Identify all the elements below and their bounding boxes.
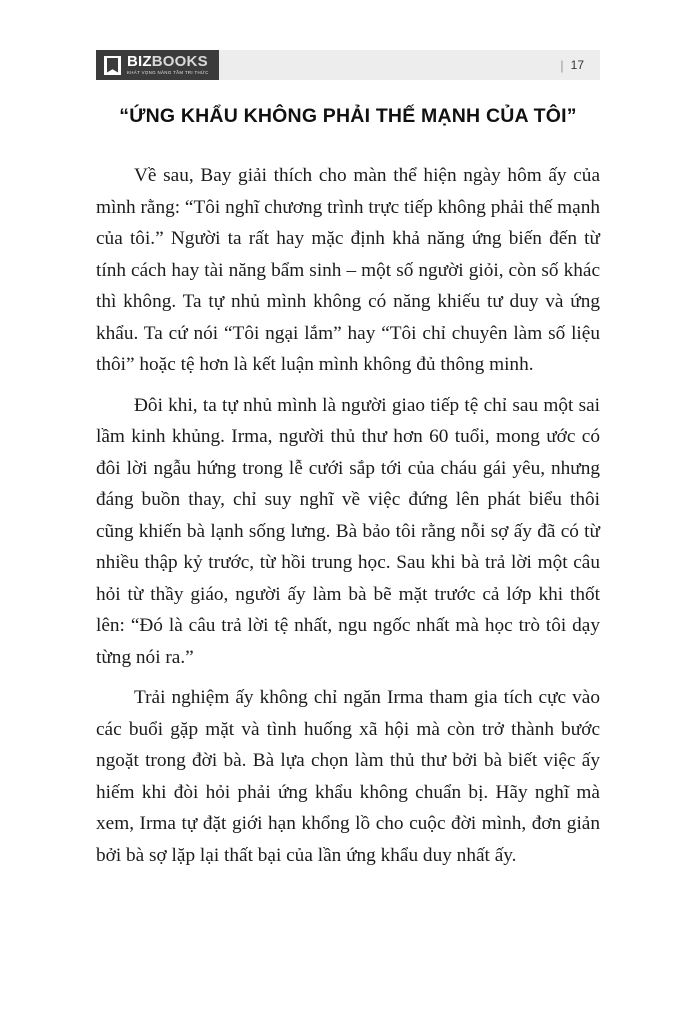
logo-secondary-text: BOOKS bbox=[151, 53, 208, 71]
logo-wordmark bbox=[127, 54, 209, 69]
paragraph: Trải nghiệm ấy không chỉ ngăn Irma tham gia tích cực vào các buổi gặp mặt và tình huống xã hội mà còn trở thành bước ngoặt trong đời bà. Bà lựa chọn làm thủ thư bởi bà biết việc ấy hiếm khi đòi hỏi phải ứng khẩu không chuẩn bị. Hãy nghĩ mà xem, Irma tự đặt giới hạn khổng lồ cho cuộc đời mình, đơn giản bởi bà sợ lặp lại thất bại của lần ứng khẩu duy nhất ấy. bbox=[96, 687, 600, 866]
book-logo-icon bbox=[104, 56, 121, 75]
page-title: “ỨNG KHẨU KHÔNG PHẢI THẾ MẠNH CỦA TÔI” bbox=[119, 105, 577, 127]
header-bar bbox=[219, 50, 600, 80]
logo-primary-text: BIZ bbox=[127, 53, 152, 71]
page-header bbox=[96, 50, 600, 80]
logo-text-wrap bbox=[127, 54, 209, 75]
publisher-logo bbox=[96, 50, 219, 80]
page-number: 17 bbox=[570, 58, 584, 72]
logo-tagline: KHÁT VỌNG NÂNG TẦM TRI THỨC bbox=[127, 70, 209, 76]
paragraph: Đôi khi, ta tự nhủ mình là người giao tiếp tệ chỉ sau một sai lầm kinh khủng. Irma, người thủ thư hơn 60 tuổi, mong ước có đôi lời ngẫu hứng trong lễ cưới sắp tới của cháu gái yêu, nhưng đáng buồn thay, chỉ suy nghĩ về việc đứng lên phát biểu thôi cũng khiến bà lạnh sống lưng. Bà bảo tôi rằng nỗi sợ ấy đã có từ nhiều thập kỷ trước, từ hồi trung học. Sau khi bà trả lời một câu hỏi từ thầy giáo, người ấy làm bà bẽ mặt trước cả lớp khi thốt lên: “Đó là câu trả lời tệ nhất, ngu ngốc nhất mà học trò tôi dạy từng nói ra.” bbox=[96, 394, 600, 668]
body-text bbox=[96, 160, 600, 871]
page-number-separator: | bbox=[560, 57, 564, 73]
page-number-group bbox=[560, 58, 584, 73]
paragraph: Về sau, Bay giải thích cho màn thể hiện ngày hôm ấy của mình rằng: “Tôi nghĩ chương trình trực tiếp không phải thế mạnh của tôi.” Người ta rất hay mặc định khả năng ứng biến đến từ tính cách hay tài năng bẩm sinh – một số người giỏi, còn số khác thì không. Ta tự nhủ mình không có năng khiếu tư duy và ứng khẩu. Ta cứ nói “Tôi ngại lắm” hay “Tôi chỉ chuyên làm số liệu thôi” hoặc tệ hơn là kết luận mình không đủ thông minh. bbox=[96, 165, 600, 375]
